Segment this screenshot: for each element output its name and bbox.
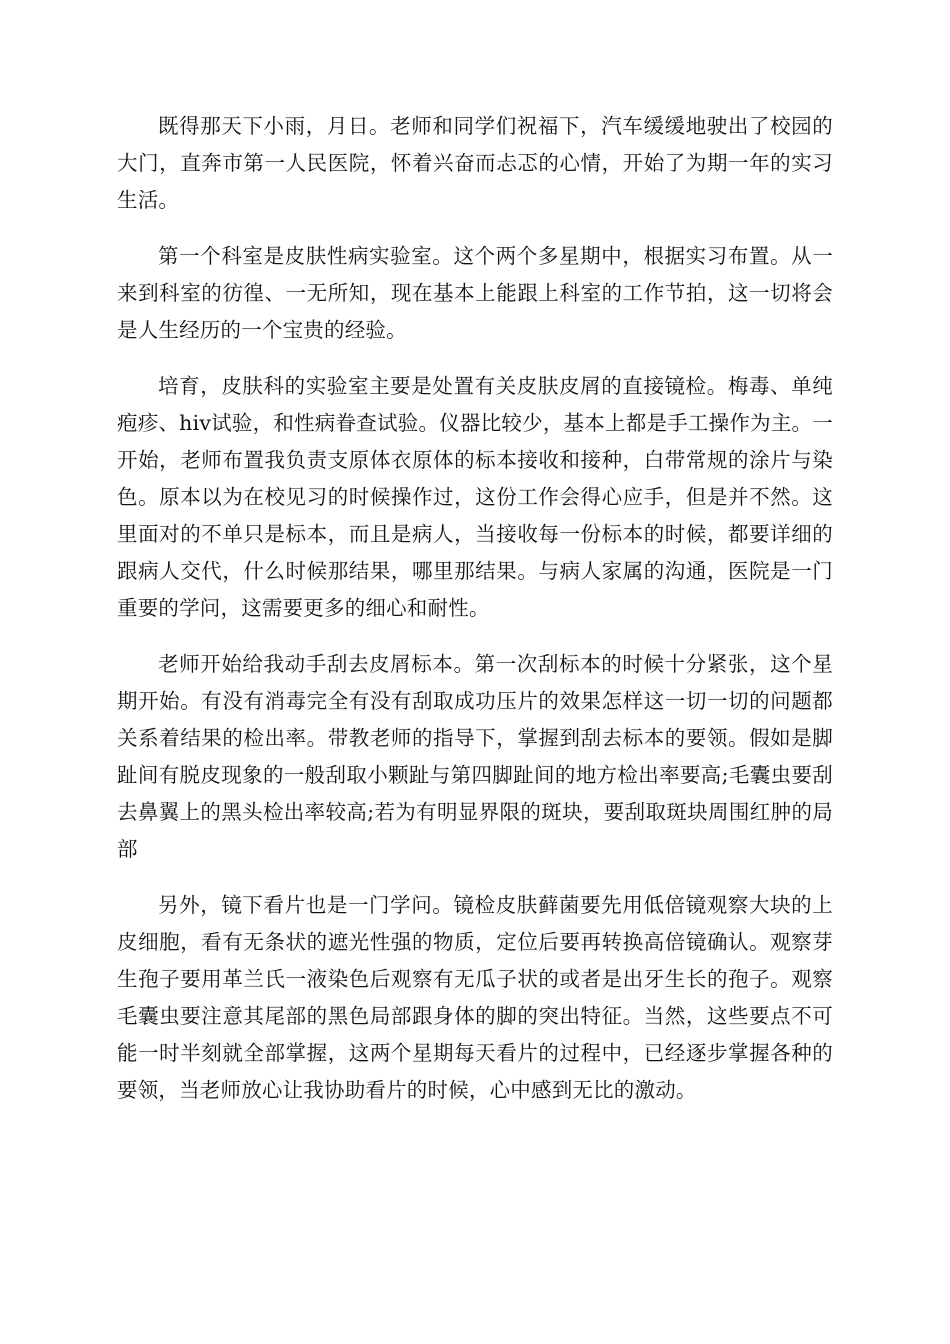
paragraph-2: 第一个科室是皮肤性病实验室。这个两个多星期中，根据实习布置。从一来到科室的彷徨、一无所知，现在基本上能跟上科室的工作节拍，这一切将会是人生经历的一个宝贵的经验。 [117, 244, 833, 342]
paragraph-4: 老师开始给我动手刮去皮屑标本。第一次刮标本的时候十分紧张，这个星期开始。有没有消毒完全有没有刮取成功压片的效果怎样这一切一切的问题都关系着结果的检出率。带教老师的指导下，掌握到刮去标本的要领。假如是脚趾间有脱皮现象的一般刮取小颗趾与第四脚趾间的地方检出率要高;毛囊虫要刮去鼻翼上的黑头检出率较高;若为有明显界限的斑块，要刮取斑块周围红肿的局部 [117, 652, 833, 861]
paragraph-5: 另外，镜下看片也是一门学问。镜检皮肤藓菌要先用低倍镜观察大块的上皮细胞，看有无条状的遮光性强的物质，定位后要再转换高倍镜确认。观察芽生孢子要用革兰氏一液染色后观察有无瓜子状的或者是出牙生长的孢子。观察毛囊虫要注意其尾部的黑色局部跟身体的脚的突出特征。当然，这些要点不可能一时半刻就全部掌握，这两个星期每天看片的过程中，已经逐步掌握各种的要领，当老师放心让我协助看片的时候，心中感到无比的激动。 [117, 893, 833, 1102]
paragraph-1: 既得那天下小雨，月日。老师和同学们祝福下，汽车缓缓地驶出了校园的大门，直奔市第一人民医院，怀着兴奋而忐忑的心情，开始了为期一年的实习生活。 [117, 114, 833, 212]
document-page [117, 108, 833, 1128]
paragraph-3: 培育，皮肤科的实验室主要是处置有关皮肤皮屑的直接镜检。梅毒、单纯疱疹、hiv试验，和性病眷查试验。仪器比较少，基本上都是手工操作为主。一开始，老师布置我负责支原体衣原体的标本接收和接种，白带常规的涂片与染色。原本以为在校见习的时候操作过，这份工作会得心应手，但是并不然。这里面对的不单只是标本，而且是病人，当接收每一份标本的时候，都要详细的跟病人交代，什么时候那结果，哪里那结果。与病人家属的沟通，医院是一门重要的学问，这需要更多的细心和耐性。 [117, 374, 833, 620]
